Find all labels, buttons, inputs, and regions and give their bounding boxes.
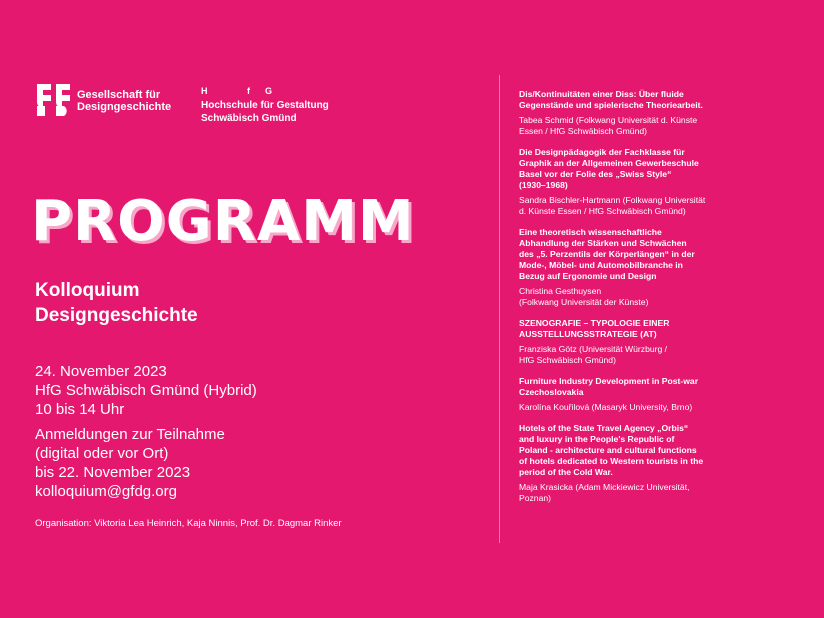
event-date: 24. November 2023	[35, 363, 167, 380]
talk-speaker: Tabea Schmid (Folkwang Universität d. Künste Essen / HfG Schwäbisch Gmünd)	[519, 115, 698, 136]
hfg-logo	[201, 86, 272, 96]
hfg-logo-text	[201, 99, 329, 125]
event-info	[35, 362, 257, 501]
subtitle	[35, 278, 198, 328]
talk-title: Die Designpädagogik der Fachklasse für Graphik an der Allgemeinen Gewerbeschule Basel vor der Folie des „Swiss Style“ (1930–1968)	[519, 147, 699, 190]
event-location: HfG Schwäbisch Gmünd (Hybrid)	[35, 382, 257, 399]
program-item	[519, 147, 749, 217]
hfg-mark-f: f	[247, 86, 250, 96]
subtitle-line1: Kolloquium	[35, 280, 140, 301]
page-title: PROGRAMM	[31, 189, 415, 254]
program-item	[519, 376, 749, 413]
talk-speaker: Christina Gesthuysen (Folkwang Universität der Künste)	[519, 286, 649, 307]
program-list	[519, 89, 749, 514]
hfg-line2: Schwäbisch Gmünd	[201, 113, 297, 124]
gfdg-line2: Designgeschichte	[77, 101, 172, 113]
gfdg-line1: Gesellschaft für	[77, 89, 161, 101]
talk-title: Furniture Industry Development in Post-war Czechoslovakia	[519, 376, 699, 397]
program-item	[519, 423, 749, 504]
event-time: 10 bis 14 Uhr	[35, 401, 125, 418]
talk-title: SZENOGRAFIE – TYPOLOGIE EINER AUSSTELLUNGSSTRATEGIE (AT)	[519, 318, 670, 339]
talk-speaker: Karolína Kouřilová (Masaryk University, Brno)	[519, 402, 693, 412]
organisation-credits: Organisation: Viktoria Lea Heinrich, Kaja Ninnis, Prof. Dr. Dagmar Rinker	[35, 518, 342, 529]
talk-title: Dis/Kontinuitäten einer Diss: Über fluide Gegenstände und spielerische Theoriearbeit.	[519, 89, 703, 110]
hfg-mark-h: H	[201, 86, 208, 96]
hfg-line1: Hochschule für Gestaltung	[201, 100, 329, 111]
program-item	[519, 318, 749, 366]
gfdg-logo-icon	[34, 82, 74, 120]
talk-speaker: Franziska Götz (Universität Würzburg / HfG Schwäbisch Gmünd)	[519, 344, 668, 365]
registration-deadline: bis 22. November 2023	[35, 464, 191, 481]
talk-speaker: Maja Krasicka (Adam Mickiewicz Universität, Poznan)	[519, 482, 690, 503]
registration-line1: Anmeldungen zur Teilnahme	[35, 426, 225, 443]
program-item	[519, 227, 749, 308]
column-divider	[499, 75, 500, 543]
gfdg-logo-text	[77, 89, 171, 113]
talk-speaker: Sandra Bischler-Hartmann (Folkwang Universität d. Künste Essen / HfG Schwäbisch Gmünd)	[519, 195, 706, 216]
hfg-mark-g: G	[265, 86, 273, 96]
subtitle-line2: Designgeschichte	[35, 305, 198, 326]
talk-title: Hotels of the State Travel Agency „Orbis“ and luxury in the People's Republic of Poland - architecture and cultural functions of hotels dedicated to Western tourists in the period of the Cold War.	[519, 423, 704, 477]
registration-line2: (digital oder vor Ort)	[35, 445, 169, 462]
contact-email[interactable]: kolloquium@gfdg.org	[35, 483, 177, 500]
program-item	[519, 89, 749, 137]
talk-title: Eine theoretisch wissenschaftliche Abhandlung der Stärken und Schwächen des „5. Perzentils der Körperlängen“ in der Mode-, Möbel- und Automobilbranche in Bezug auf Ergonomie und Design	[519, 227, 695, 281]
